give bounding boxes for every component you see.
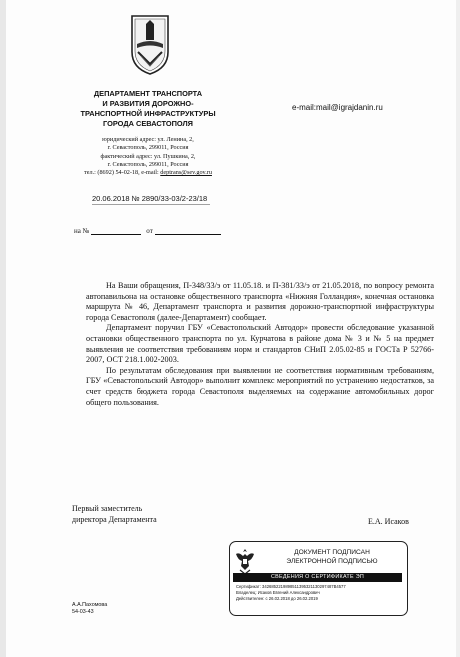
body-paragraph-3: По результатам обследования при выявлении не соответствия нормативным требованиям, ГБУ «Севастопольский Автодор» выполнит комплекс мероприятий по устранению недостатков, за счет средств бюджета города Севастополя выделяемых на содержание автомобильных дорог общего пользования. bbox=[86, 365, 434, 407]
cert-validity: Действителен: с 26.02.2018 до 26.02.2019 bbox=[236, 596, 318, 602]
signatory-position bbox=[72, 503, 157, 525]
scan-edge-left bbox=[0, 0, 6, 657]
cert-title-line-1: ДОКУМЕНТ ПОДПИСАН bbox=[294, 549, 370, 556]
department-name bbox=[62, 89, 234, 129]
scan-edge-right bbox=[456, 0, 460, 657]
electronic-signature-stamp bbox=[229, 541, 408, 616]
addr-line-5 bbox=[62, 169, 234, 177]
dept-line-3: ТРАНСПОРТНОЙ ИНФРАСТРУКТУРЫ bbox=[80, 109, 216, 118]
ref-date-blank bbox=[155, 226, 221, 235]
position-line-1: Первый заместитель bbox=[72, 504, 143, 513]
cert-serial: Сертификат: 3426852219898511395321130297487B4577 bbox=[236, 584, 346, 589]
ref-number-blank bbox=[91, 226, 141, 235]
dept-line-4: ГОРОДА СЕВАСТОПОЛЯ bbox=[103, 119, 193, 128]
body-paragraph-2: Департамент поручил ГБУ «Севастопольский Автодор» провести обследование указанной остановки общественного транспорта по ул. Курчатова в районе дома № 3 и № 5 на предмет выявления не соответствия требованиям норм и стандартов СНиП 2.05.02-85 и ГОСТа Р 52766-2007, ОСТ 218.1.002-2003. bbox=[86, 323, 434, 365]
department-address bbox=[62, 136, 234, 177]
body-paragraph-1: На Ваши обращения, П-348/33/э от 11.05.18. и П-381/33/э от 21.05.2018, по вопросу ремонта автопавильона на остановке общественного транспорта «Нижняя Голландия», конечная остановка маршрута № 46, Департамент транспорта и развития дорожно-транспортной инфраструктуры города Севастополя (далее-Департамент) сообщает. bbox=[86, 281, 434, 322]
addr-line-3: фактический адрес: ул. Пушкина, 2, bbox=[100, 152, 196, 160]
ref-prefix: на № bbox=[74, 227, 90, 235]
letter-body bbox=[86, 281, 434, 408]
addr-line-1: юридический адрес: ул. Ленина, 2, bbox=[102, 136, 194, 143]
registration-number: 20.06.2018 № 2890/33-03/2-23/18 bbox=[92, 194, 208, 203]
dept-line-2: И РАЗВИТИЯ ДОРОЖНО- bbox=[102, 99, 194, 108]
certificate-details bbox=[236, 584, 404, 602]
ref-from-label: от bbox=[146, 227, 153, 235]
cert-title-line-2: ЭЛЕКТРОННОЙ ПОДПИСЬЮ bbox=[286, 558, 378, 565]
russian-eagle-icon bbox=[234, 546, 256, 576]
recipient-email: e-mail:mail@igrajdanin.ru bbox=[292, 103, 383, 112]
certificate-band: СВЕДЕНИЯ О СЕРТИФИКАТЕ ЭП bbox=[233, 573, 402, 582]
addr-line-2: г. Севастополь, 299011, Россия bbox=[107, 144, 189, 152]
cert-owner: Владелец: Исаков Евгений Александрович bbox=[236, 590, 320, 596]
dept-line-1: ДЕПАРТАМЕНТ ТРАНСПОРТА bbox=[93, 89, 203, 98]
executor-phone: 54-03-43 bbox=[72, 608, 94, 615]
signatory-name: Е.А. Исаков bbox=[368, 517, 409, 526]
addr-line-4: г. Севастополь, 299011, Россия bbox=[107, 160, 189, 168]
stamp-residue bbox=[92, 204, 210, 212]
position-line-2: директора Департамента bbox=[72, 515, 157, 524]
executor-info bbox=[72, 602, 107, 615]
certificate-title bbox=[260, 548, 404, 566]
executor-name: А.А.Пахомова bbox=[72, 602, 108, 608]
contacts-prefix: тел.: (8692) 54-02-18, e-mail: bbox=[84, 169, 161, 177]
department-email-link[interactable]: deptrans@sev.gov.ru bbox=[160, 169, 212, 177]
sevastopol-coat-of-arms-icon bbox=[128, 14, 172, 76]
reference-line bbox=[74, 226, 221, 235]
